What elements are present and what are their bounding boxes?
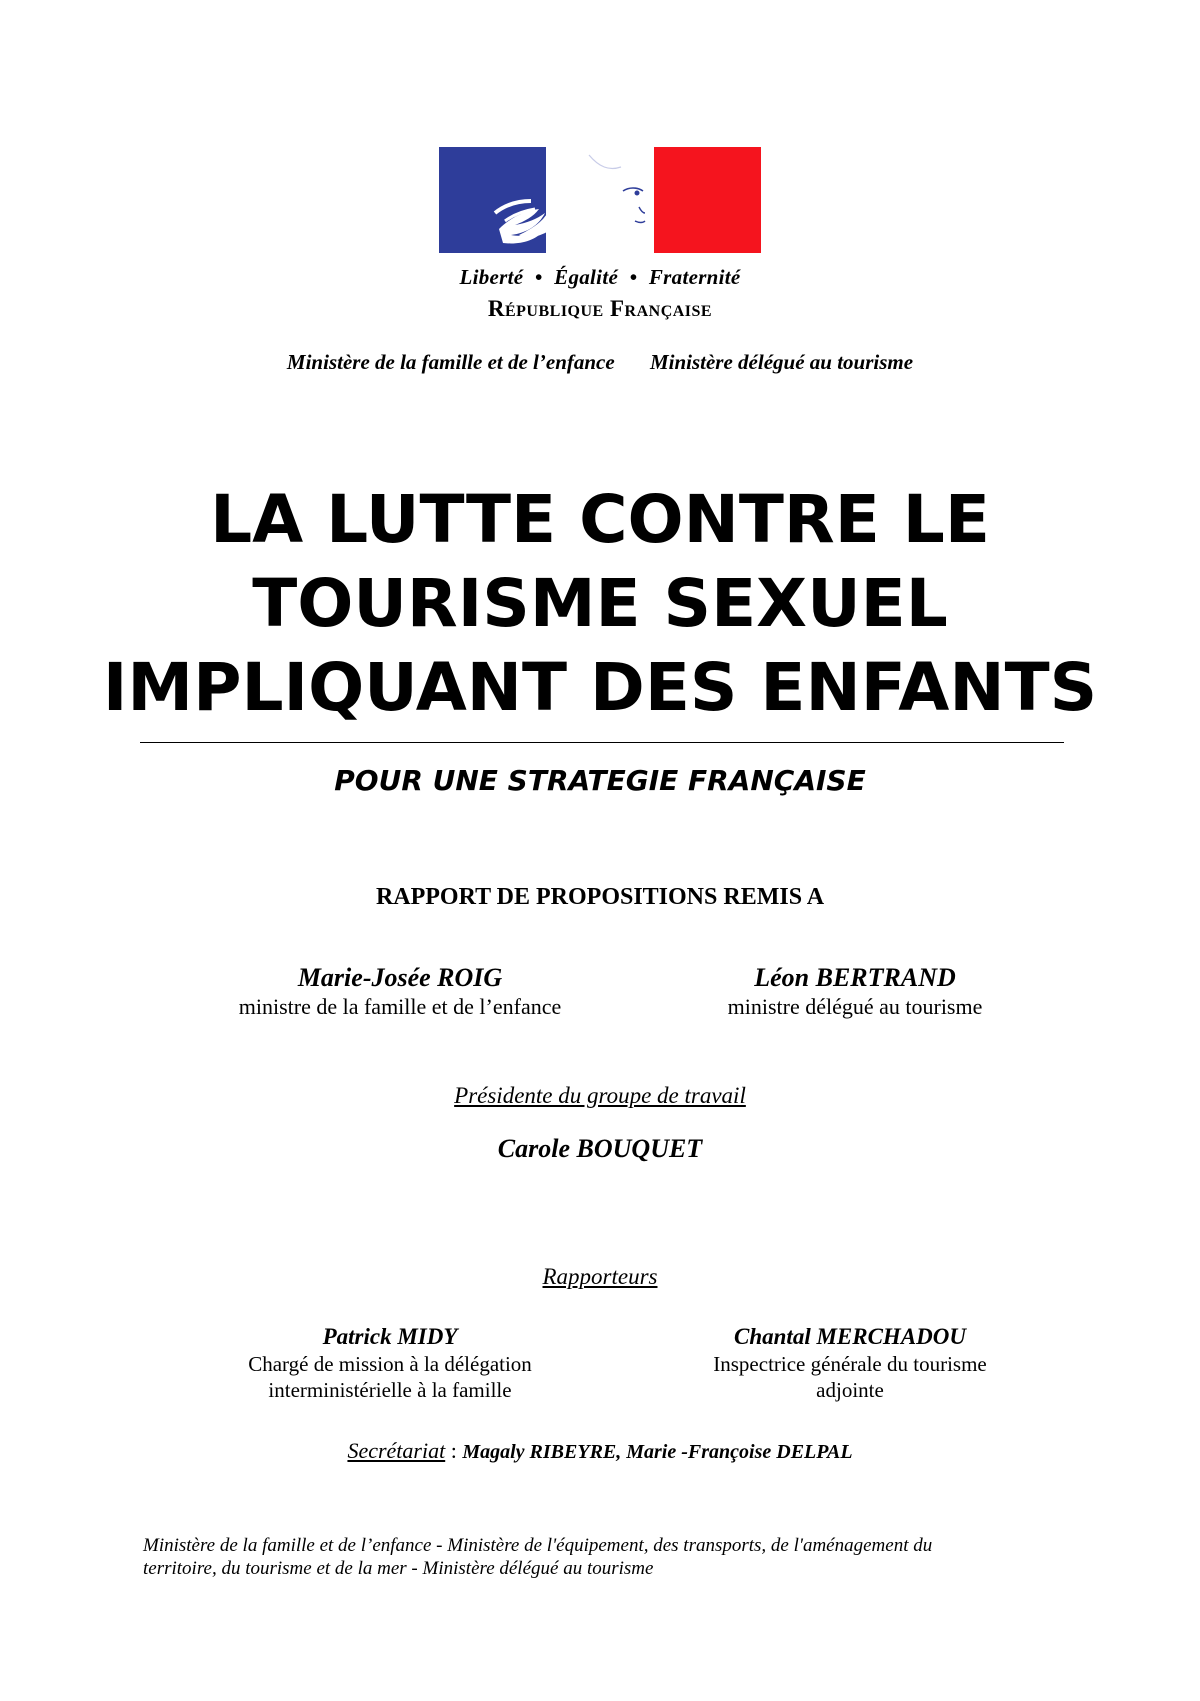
flag-red-band [654,147,761,253]
title-divider [140,742,1064,743]
secretariat-label: Secrétariat [347,1438,446,1463]
republic-motto [0,265,1200,290]
motto-separator: • [629,265,638,289]
ministries-header [0,350,1200,375]
rapporteur-merchadou [650,1323,1050,1403]
footer-ministries [143,1534,1023,1580]
motto-liberte: Liberté [459,265,524,289]
title-line: TOURISME SEXUEL [252,565,948,642]
document-title [0,478,1200,730]
footer-line: territoire, du tourisme et de la mer - Ministère délégué au tourisme [143,1558,654,1579]
motto-egalite: Égalité [554,265,619,289]
rapporteur-name: Chantal MERCHADOU [734,1324,966,1349]
secretariat-names: Magaly RIBEYRE, Marie -Françoise DELPAL [462,1441,853,1463]
minister-name: Léon BERTRAND [754,963,956,992]
marianne-eye [635,191,640,196]
rapporteurs-label: Rapporteurs [542,1264,658,1289]
minister-bertrand [620,962,1090,1020]
secretariat-line [0,1438,1200,1464]
ministry-tourism: Ministère délégué au tourisme [649,350,914,374]
rapporteur-role-line: Inspectrice générale du tourisme [713,1352,987,1376]
minister-roig [160,962,640,1020]
rapporteur-role-line: interministérielle à la famille [268,1378,512,1402]
title-line: LA LUTTE CONTRE LE [210,481,990,558]
report-heading: RAPPORT DE PROPOSITIONS REMIS A [375,884,825,910]
president-name: Carole BOUQUET [497,1134,703,1163]
republic-name: République Française [487,296,713,321]
minister-name: Marie-Josée ROIG [297,963,503,992]
motto-fraternite: Fraternité [648,265,741,289]
motto-separator: • [534,265,543,289]
rapporteur-name: Patrick MIDY [322,1324,458,1349]
document-subtitle: POUR UNE STRATEGIE FRANÇAISE [334,764,866,797]
rapporteur-role-line: adjointe [816,1378,884,1402]
footer-line: Ministère de la famille et de l’enfance - Ministère de l'équipement, des transports, de l'aménagement du [143,1535,933,1556]
rapporteur-midy [190,1323,590,1403]
minister-role: ministre de la famille et de l’enfance [238,994,562,1019]
minister-role: ministre délégué au tourisme [727,994,983,1019]
president-label: Présidente du groupe de travail [454,1083,746,1108]
secretariat-separator: : [445,1438,463,1463]
ministry-family: Ministère de la famille et de l’enfance [286,350,615,374]
marianne-logo-icon [439,147,761,253]
republic-logo [0,147,1200,322]
title-line: IMPLIQUANT DES ENFANTS [102,649,1098,726]
rapporteur-role-line: Chargé de mission à la délégation [248,1352,532,1376]
